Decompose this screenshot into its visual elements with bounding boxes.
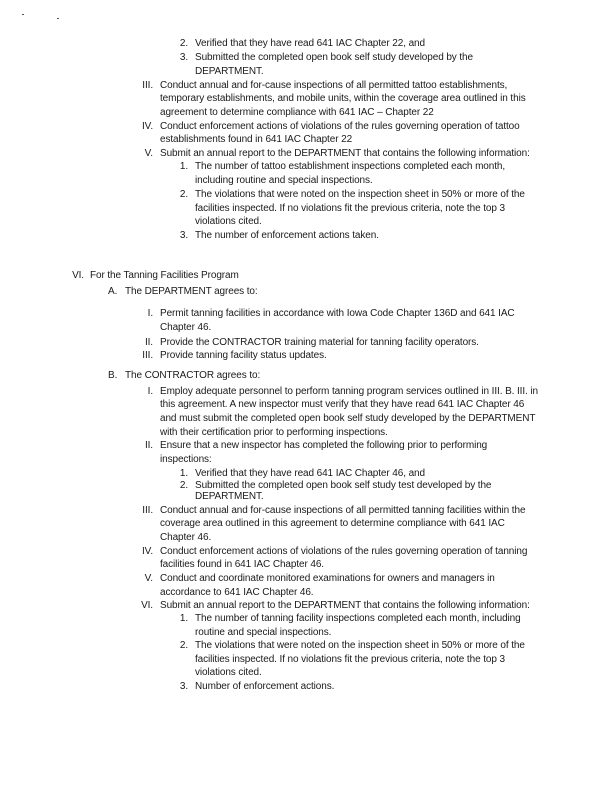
item-marker: III.	[142, 80, 153, 91]
item-text: routine and special inspections.	[195, 627, 332, 638]
list-item	[0, 51, 615, 65]
list-item	[0, 439, 615, 453]
item-marker: 1.	[179, 161, 188, 172]
item-marker: III.	[142, 350, 153, 361]
list-item	[0, 639, 615, 653]
subsection-heading	[0, 285, 615, 299]
subsection-heading	[0, 369, 615, 383]
item-marker: 2.	[179, 480, 188, 491]
list-item	[0, 349, 615, 363]
list-item	[0, 680, 615, 694]
list-item	[0, 160, 615, 174]
subsection-title: The DEPARTMENT agrees to:	[125, 286, 258, 297]
list-item	[0, 229, 615, 243]
item-text: violations cited.	[195, 216, 262, 227]
scan-speck	[57, 18, 59, 19]
list-item	[0, 147, 615, 161]
list-item	[0, 612, 615, 626]
item-marker: IV.	[141, 546, 153, 557]
item-text: Submit an annual report to the DEPARTMENT that contains the following information:	[160, 600, 530, 611]
item-text: Conduct enforcement actions of violations of the rules governing operation of tattoo	[160, 121, 520, 132]
item-text: agreement to determine compliance with 641 IAC – Chapter 22	[160, 107, 434, 118]
item-text: Verified that they have read 641 IAC Chapter 46, and	[195, 468, 425, 479]
list-item	[0, 599, 615, 613]
item-text: including routine and special inspections.	[195, 175, 373, 186]
section-title: For the Tanning Facilities Program	[90, 270, 239, 281]
item-text: Chapter 46.	[160, 532, 212, 543]
item-marker: 1.	[179, 468, 188, 479]
item-text: inspections:	[160, 454, 212, 465]
item-marker: III.	[142, 505, 153, 516]
list-item	[0, 188, 615, 202]
list-item	[0, 120, 615, 134]
item-text: violations cited.	[195, 667, 262, 678]
item-text: The violations that were noted on the inspection sheet in 50% or more of the	[195, 189, 525, 200]
item-text: Conduct enforcement actions of violations of the rules governing operation of tanning	[160, 546, 528, 557]
list-item	[0, 545, 615, 559]
item-text: Conduct annual and for-cause inspections of all permitted tattoo establishments,	[160, 80, 508, 91]
item-text: Provide tanning facility status updates.	[160, 350, 327, 361]
item-text: Employ adequate personnel to perform tanning program services outlined in III. B. III. in	[160, 386, 538, 397]
item-text: DEPARTMENT.	[195, 66, 264, 77]
item-text: Chapter 46.	[160, 322, 212, 333]
item-text: establishments found in 641 IAC Chapter 22	[160, 134, 353, 145]
item-text: Verified that they have read 641 IAC Chapter 22, and	[195, 38, 425, 49]
item-text: Submit an annual report to the DEPARTMENT that contains the following information:	[160, 148, 530, 159]
subsection-marker: A.	[108, 286, 118, 297]
item-text: facilities inspected. If no violations fit the previous criteria, note the top 3	[195, 654, 505, 665]
item-text: Provide the CONTRACTOR training material for tanning facility operators.	[160, 337, 479, 348]
item-text: Ensure that a new inspector has completed the following prior to performing	[160, 440, 488, 451]
item-marker: 1.	[179, 613, 188, 624]
item-marker: 2.	[179, 640, 188, 651]
item-text: Number of enforcement actions.	[195, 681, 335, 692]
item-text: accordance to 641 IAC Chapter 46.	[160, 587, 314, 598]
item-text: Conduct and coordinate monitored examinations for owners and managers in	[160, 573, 495, 584]
item-text: Conduct annual and for-cause inspections of all permitted tanning facilities within the	[160, 505, 526, 516]
item-text: The number of tanning facility inspections completed each month, including	[195, 613, 521, 624]
item-text: with their certification prior to performing inspections.	[160, 427, 388, 438]
item-marker: IV.	[141, 121, 153, 132]
item-text: Submitted the completed open book self study developed by the	[195, 52, 473, 63]
list-item	[0, 336, 615, 350]
item-marker: I.	[147, 308, 153, 319]
list-item	[0, 572, 615, 586]
section-marker: VI.	[72, 270, 84, 281]
item-text: Submitted the completed open book self study test developed by the	[195, 480, 492, 491]
item-text: and must submit the completed open book self study developed by the DEPARTMENT	[160, 413, 536, 424]
list-item	[0, 79, 615, 93]
list-item	[0, 385, 615, 399]
section-heading	[0, 269, 615, 283]
list-item	[0, 307, 615, 321]
item-text: The violations that were noted on the inspection sheet in 50% or more of the	[195, 640, 525, 651]
item-marker: 2.	[179, 189, 188, 200]
item-marker: VI.	[141, 600, 153, 611]
item-marker: 3.	[179, 52, 188, 63]
item-text: DEPARTMENT.	[195, 491, 264, 502]
item-marker: II.	[144, 440, 153, 451]
item-text: The number of enforcement actions taken.	[195, 230, 379, 241]
item-text: temporary establishments, and mobile units, within the coverage area outlined in this	[160, 93, 526, 104]
item-marker: V.	[144, 573, 153, 584]
item-marker: 3.	[179, 230, 188, 241]
item-marker: I.	[147, 386, 153, 397]
item-marker: 3.	[179, 681, 188, 692]
item-text: Permit tanning facilities in accordance with Iowa Code Chapter 136D and 641 IAC	[160, 308, 515, 319]
item-text: The number of tattoo establishment inspections completed each month,	[195, 161, 506, 172]
item-marker: V.	[144, 148, 153, 159]
item-text: facilities found in 641 IAC Chapter 46.	[160, 559, 324, 570]
item-text: this agreement. A new inspector must verify that they have read 641 IAC Chapter 46	[160, 399, 525, 410]
list-item	[0, 37, 615, 51]
scan-speck	[22, 14, 24, 15]
subsection-title: The CONTRACTOR agrees to:	[125, 370, 261, 381]
item-text: coverage area outlined in this agreement to determine compliance with 641 IAC	[160, 518, 505, 529]
item-marker: 2.	[179, 38, 188, 49]
item-marker: II.	[144, 337, 153, 348]
list-item	[0, 504, 615, 518]
item-text: facilities inspected. If no violations fit the previous criteria, note the top 3	[195, 203, 505, 214]
subsection-marker: B.	[108, 370, 118, 381]
